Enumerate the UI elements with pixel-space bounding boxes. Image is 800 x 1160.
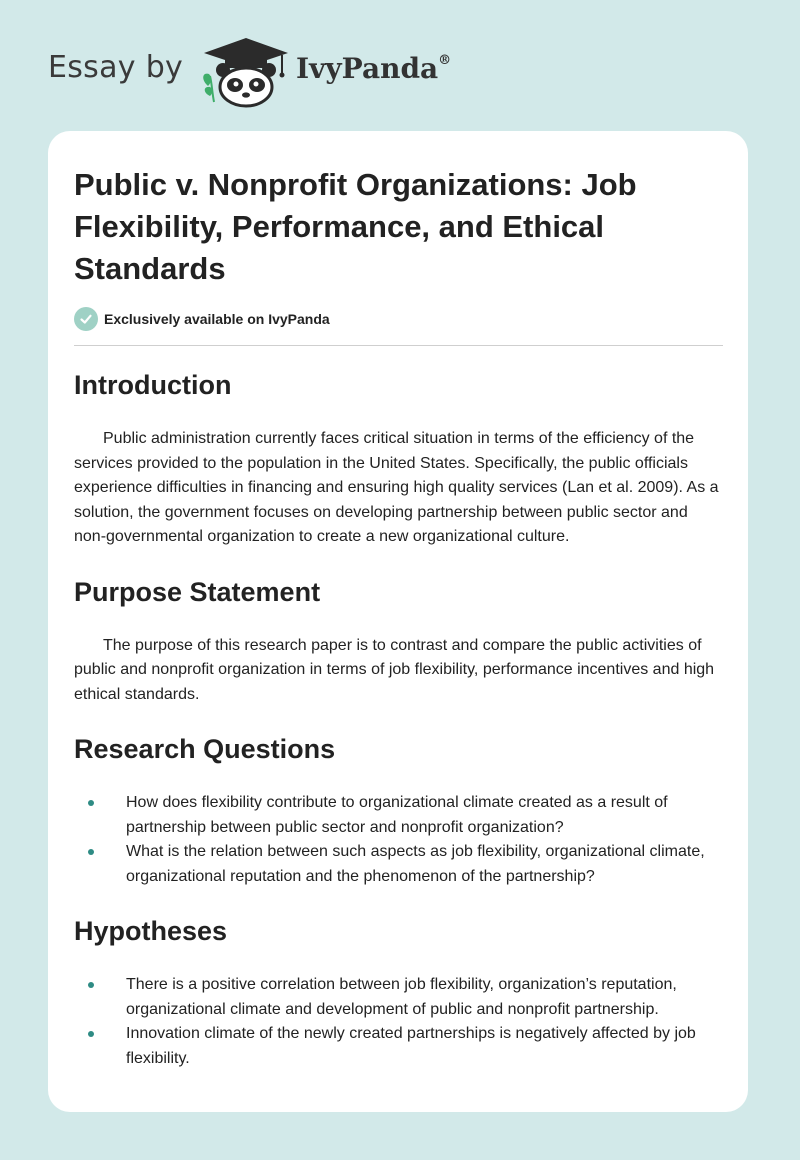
research-questions-list — [74, 791, 724, 889]
bullet-dot-icon — [88, 1031, 94, 1037]
bullet-dot-icon — [88, 849, 94, 855]
list-item-text: What is the relation between such aspects as job flexibility, organizational climate, organizational reputation and the phenomenon of the partnership? — [126, 843, 705, 885]
exclusive-label: Exclusively available on IvyPanda — [104, 311, 330, 327]
purpose-paragraph: The purpose of this research paper is to contrast and compare the public activities of public and nonprofit organization in terms of job flexibility, performance incentives and high ethical standards. — [74, 636, 715, 703]
registered-mark: ® — [438, 53, 452, 68]
list-item — [74, 973, 724, 1022]
check-badge-icon — [74, 307, 98, 331]
section-heading-purpose: Purpose Statement — [74, 576, 321, 607]
list-item — [74, 791, 724, 840]
section-heading-introduction: Introduction — [74, 370, 232, 400]
list-item — [74, 840, 724, 889]
panda-graduation-cap-icon[interactable] — [198, 36, 294, 108]
title-divider — [74, 345, 723, 346]
essay-by-label: Essay by — [48, 50, 184, 85]
brand-name[interactable] — [296, 52, 451, 85]
introduction-paragraph: Public administration currently faces critical situation in terms of the efficiency of the services provided to the population in the United States. Specifically, the public officials experience difficulties in financing and ensuring high quality services (Lan et al. 2009). As a solution, the government focuses on developing partnership between public sector and non-governmental organization to create a new organizational culture. — [74, 430, 719, 545]
brand-label: IvyPanda — [296, 52, 439, 85]
article-card — [48, 131, 748, 1112]
section-heading-hypotheses: Hypotheses — [74, 916, 228, 946]
bullet-dot-icon — [88, 800, 94, 806]
article-body — [74, 367, 724, 1071]
site-header — [0, 0, 800, 130]
list-item-text: How does flexibility contribute to organizational climate created as a result of partnership between public sector and nonprofit organization? — [126, 794, 668, 836]
bullet-dot-icon — [88, 982, 94, 988]
exclusive-badge — [74, 306, 330, 332]
hypotheses-list — [74, 973, 724, 1071]
list-item-text: There is a positive correlation between job flexibility, organization’s reputation, organizational climate and development of public and nonprofit partnership. — [126, 976, 677, 1018]
section-heading-research-questions: Research Questions — [74, 734, 336, 764]
list-item-text: Innovation climate of the newly created partnerships is negatively affected by job flexibility. — [126, 1025, 696, 1067]
article-title: Public v. Nonprofit Organizations: Job Flexibility, Performance, and Ethical Standards — [74, 167, 637, 286]
list-item — [74, 1022, 724, 1071]
